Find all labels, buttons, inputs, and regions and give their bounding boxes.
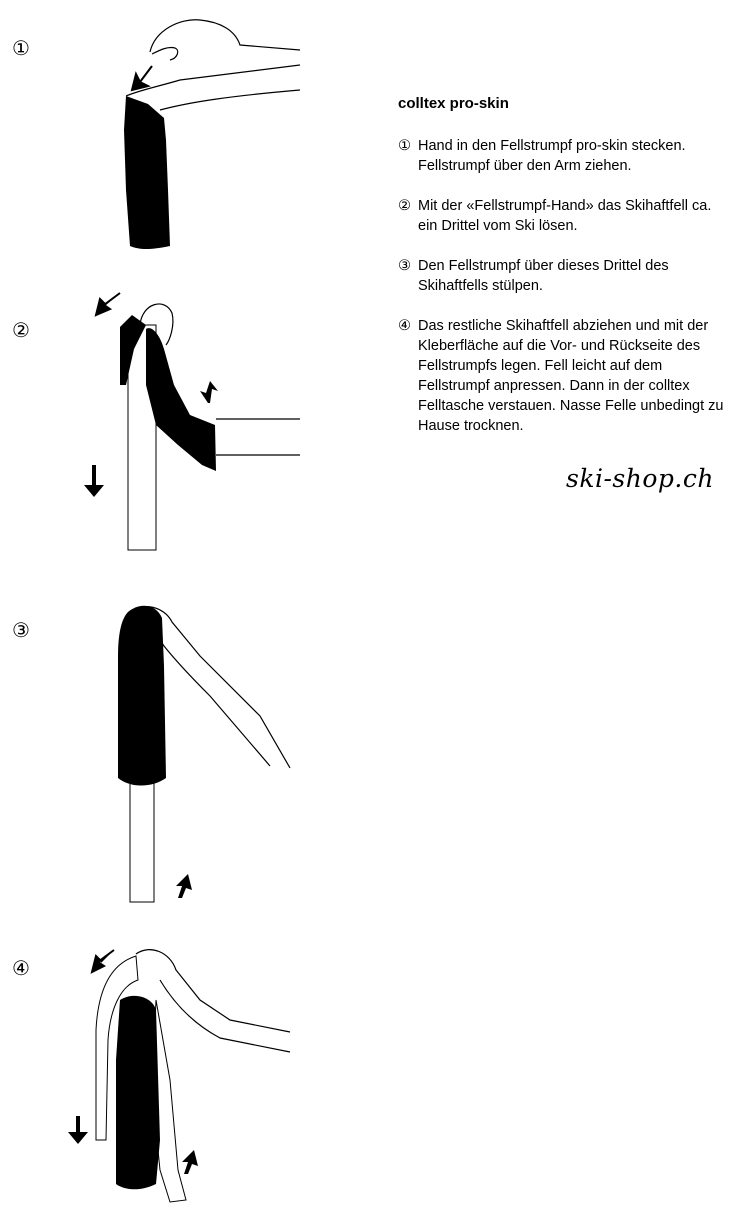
sock-over-skin-illustration [60,596,300,906]
instruction-2 [398,196,728,236]
instruction-2-number: ② [398,198,411,214]
hand-into-sock-illustration [60,10,300,260]
instruction-1-text: Hand in den Fellstrumpf pro-skin stecken. Fellstrumpf über den Arm ziehen. [418,138,686,174]
instruction-3 [398,256,728,296]
step-2-marker: ② [12,318,30,342]
instruction-4 [398,316,728,436]
instructions-block [398,94,728,456]
instruction-1-number: ① [398,138,411,154]
fold-skin-over-sock-illustration [60,940,300,1210]
instructions-title: colltex pro-skin [398,95,509,112]
instruction-4-number: ④ [398,318,411,334]
instruction-1 [398,136,728,176]
peel-skin-illustration [60,285,300,560]
step-4-marker: ④ [12,956,30,980]
instruction-3-number: ③ [398,258,411,274]
step-3-marker: ③ [12,618,30,642]
brand-logo-text: ski-shop.ch [566,464,714,493]
instruction-4-text: Das restliche Skihaftfell abziehen und mit der Kleberfläche auf die Vor- und Rückseite des Fellstrumpfs legen. Fell leicht auf dem Fellstrumpf anpressen. Dann in der colltex Felltasche verstauen. Nasse Felle unbedingt zu Hause trocknen. [418,318,724,434]
instruction-2-text: Mit der «Fellstrumpf-Hand» das Skihaftfell ca. ein Drittel vom Ski lösen. [418,198,712,234]
step-1-marker: ① [12,36,30,60]
instruction-3-text: Den Fellstrumpf über dieses Drittel des Skihaftfells stülpen. [418,258,669,294]
